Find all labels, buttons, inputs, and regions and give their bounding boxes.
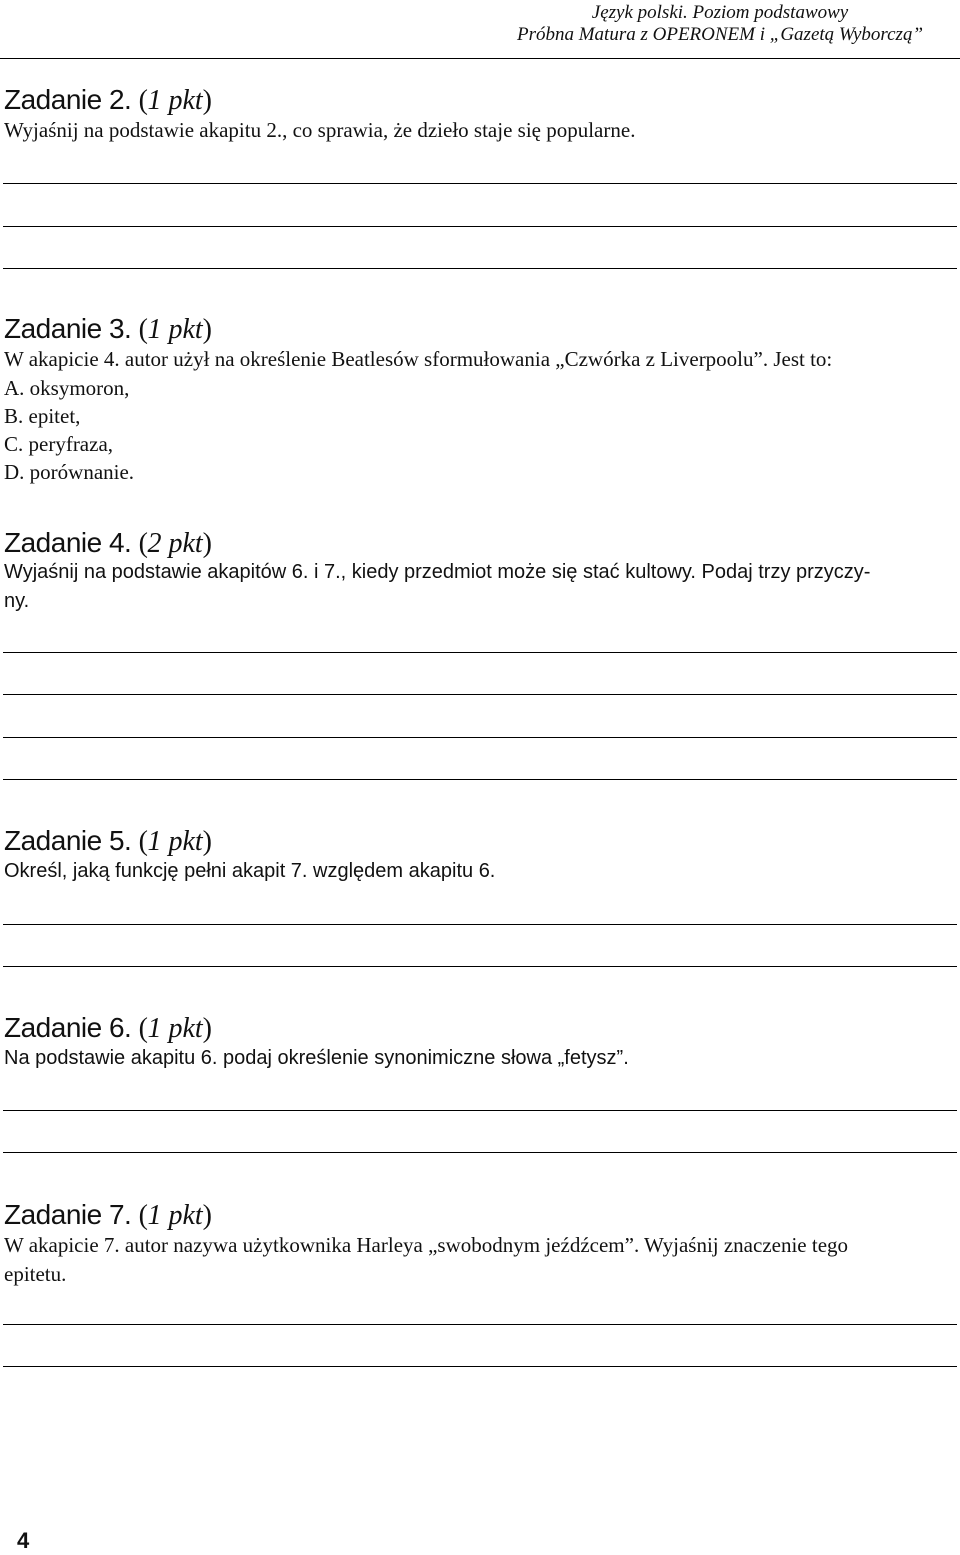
task-6-question: Na podstawie akapitu 6. podaj określenie synonimiczne słowa „fetysz”. [4,1047,629,1069]
task-3-option-d: D. porównanie. [4,460,135,484]
task-7-points: 1 pkt [147,1200,203,1231]
answer-line[interactable] [3,268,957,269]
task-2-label: Zadanie 2. [4,84,132,115]
task-3-points: 1 pkt [147,314,203,345]
task-2-question: Wyjaśnij na podstawie akapitu 2., co sprawia, że dzieło staje się popularne. [4,118,636,142]
task-3-label: Zadanie 3. [4,313,132,344]
task-4-label: Zadanie 4. [4,527,132,558]
task-7-question-line1: W akapicie 7. autor nazywa użytkownika Harleya „swobodnym jeźdźcem”. Wyjaśnij znaczenie tego [4,1233,849,1257]
answer-line[interactable] [3,226,957,227]
answer-line[interactable] [3,1324,957,1325]
task-2-title: Zadanie 2. (1 pkt) [4,84,212,116]
task-6-title: Zadanie 6. (1 pkt) [4,1012,212,1044]
answer-line[interactable] [3,779,957,780]
task-3-option-c: C. peryfraza, [4,432,114,456]
task-7-label: Zadanie 7. [4,1199,132,1230]
task-5-question: Określ, jaką funkcję pełni akapit 7. względem akapitu 6. [4,860,496,882]
task-7-title: Zadanie 7. (1 pkt) [4,1199,212,1231]
task-4-points: 2 pkt [147,528,203,559]
answer-line[interactable] [3,924,957,925]
task-6-points: 1 pkt [147,1013,203,1044]
answer-line[interactable] [3,652,957,653]
task-3-option-a: A. oksymoron, [4,376,130,400]
answer-line[interactable] [3,1152,957,1153]
answer-line[interactable] [3,966,957,967]
page-number: 4 [17,1528,30,1553]
header-subject: Język polski. Poziom podstawowy [591,2,849,23]
task-5-points: 1 pkt [147,826,203,857]
task-2-points: 1 pkt [147,85,203,116]
task-7-question-line2: epitetu. [4,1262,67,1286]
page-header [0,0,960,59]
task-4-question-line1: Wyjaśnij na podstawie akapitów 6. i 7., kiedy przedmiot może się stać kultowy. Podaj trzy przyczy- [4,561,871,583]
answer-line[interactable] [3,694,957,695]
answer-line[interactable] [3,1110,957,1111]
task-3-question: W akapicie 4. autor użył na określenie Beatlesów sformułowania „Czwórka z Liverpoolu”. Jest to: [4,347,833,371]
task-5-label: Zadanie 5. [4,825,132,856]
answer-line[interactable] [3,183,957,184]
task-5-title: Zadanie 5. (1 pkt) [4,825,212,857]
task-4-title: Zadanie 4. (2 pkt) [4,527,212,559]
answer-line[interactable] [3,1366,957,1367]
task-3-title: Zadanie 3. (1 pkt) [4,313,212,345]
header-exam-title: Próbna Matura z OPERONEM i „Gazetą Wyborczą” [516,24,924,45]
answer-line[interactable] [3,737,957,738]
task-4-question-line2: ny. [4,590,30,612]
task-3-option-b: B. epitet, [4,404,81,428]
task-6-label: Zadanie 6. [4,1012,132,1043]
